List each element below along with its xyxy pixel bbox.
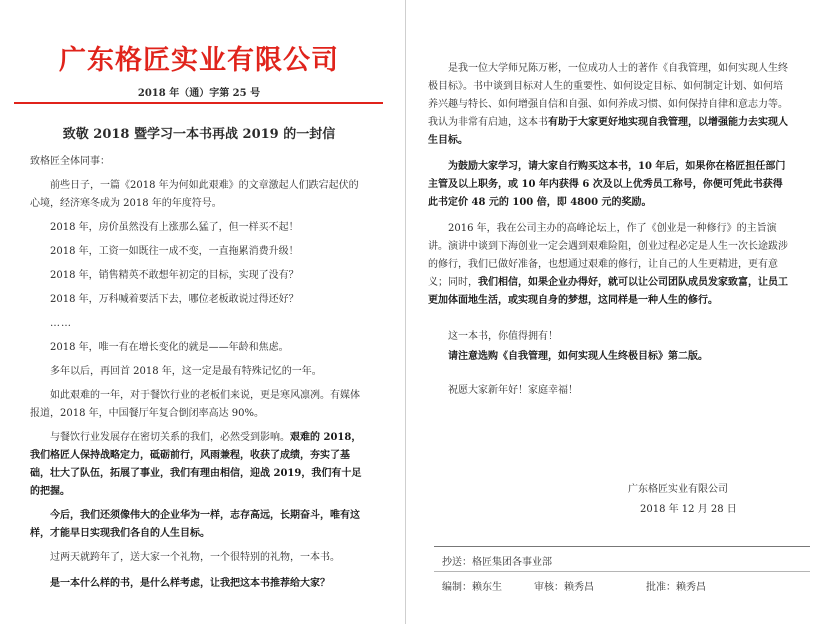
- compiler: 编制：赖东生: [442, 582, 502, 593]
- paragraph-text: 是我一位大学师兄陈万彬，一位成功人士的著作《自我管理，如何实现人生终极目标》。书中谈到目标对人生的重要性、如何设定目标、如何制定计划、如何培养兴趣与特长、如何增强自信和自强、如何养成习惯、如何保持自律和意志力等。我认为非常有启迪，这本书: [428, 63, 788, 128]
- salutation: 致格匠全体同事：: [30, 156, 110, 167]
- reviewer: 审核：赖秀昌: [534, 582, 594, 593]
- paragraph: [428, 220, 788, 310]
- signature-date: 2018 年 12 月 28 日: [640, 504, 737, 515]
- cc-line: 抄送：格匠集团各事业部: [442, 557, 552, 568]
- signature-company: 广东格匠实业有限公司: [628, 484, 728, 495]
- paragraph: [30, 429, 368, 501]
- paragraph-text: 与餐饮行业发展存在密切关系的我们，必然受到影响。: [50, 432, 290, 443]
- paragraph: 过两天就跨年了，送大家一个礼物，一个很特别的礼物，一本书。: [50, 552, 340, 563]
- paragraph: 2018 年，房价虽然没有上涨那么猛了，但一样买不起！: [50, 222, 299, 233]
- paragraph: 如此艰难的一年，对于餐饮行业的老板们来说，更是寒风凛冽。有媒体报道，2018 年，中国餐厅年复合倒闭率高达 90%。: [30, 390, 360, 419]
- footer-divider: [434, 571, 810, 572]
- letter-title: 致敬 2018 暨学习一本书再战 2019 的一封信: [62, 127, 336, 142]
- red-divider: [14, 102, 383, 104]
- letter-body-right: [428, 60, 788, 408]
- signature-block: [628, 480, 737, 520]
- approval-line: [442, 578, 706, 593]
- paragraph: 2018 年，工资一如既往一成不变，一直拖累消费升级！: [50, 246, 299, 257]
- paragraph-emphasis: 今后，我们还须像伟大的企业华为一样，志存高远，长期奋斗，唯有这样，才能早日实现我们各自的人生目标。: [30, 510, 360, 539]
- paragraph-emphasis: 请注意选购《自我管理，如何实现人生终极目标》第二版。: [448, 351, 708, 362]
- paragraph: 2018 年，万科喊着要活下去，哪位老板敢说过得还好？: [50, 294, 299, 305]
- closing-line: 这一本书，你值得拥有！: [448, 331, 558, 342]
- letter-body-left: [30, 153, 368, 599]
- paragraph: 2018 年，销售精英不敢想年初定的目标，实现了没有？: [50, 270, 299, 281]
- paragraph-emphasis: 有助于大家更好地实现自我管理，以增强能力去实现人生目标。: [428, 117, 788, 146]
- paragraph-emphasis: 我们相信，如果企业办得好，就可以让公司团队成员发家致富，让员工更加体面地生活，或实现自身的梦想，这同样是一种人生的修行。: [428, 277, 788, 306]
- right-page: [414, 0, 818, 624]
- paragraph-emphasis: 艰难的 2018，我们格匠人保持战略定力，砥砺前行，风雨兼程，收获了成绩，夯实了基础，壮大了队伍，拓展了事业，我们有理由相信，迎战 2019，我们有十足的把握。: [30, 432, 362, 497]
- paragraph-text: 2016 年，我在公司主办的高峰论坛上，作了《创业是一种修行》的主旨演讲。演讲中谈到下海创业一定会遇到艰难险阻，创业过程必定是人生一次长途跋涉的修行，我们已做好准备，也想通过艰难的修行，让自己的人生更精进，更有意义；同时，: [428, 223, 788, 288]
- document-number: 2018 年（通）字第 25 号: [137, 88, 261, 99]
- paragraph: [30, 575, 368, 593]
- paragraph: 2018 年，唯一有在增长变化的就是——年龄和焦虑。: [50, 342, 289, 353]
- approver: 批准：赖秀昌: [646, 582, 706, 593]
- ellipsis: ……: [50, 318, 72, 329]
- new-year-wish: 祝愿大家新年好！家庭幸福！: [448, 385, 578, 396]
- paragraph: 前些日子，一篇《2018 年为何如此艰难》的文章激起人们跌宕起伏的心境，经济寒冬成为 2018 年的年度符号。: [30, 180, 359, 209]
- paragraph: 多年以后，再回首 2018 年，这一定是最有特殊记忆的一年。: [50, 366, 322, 377]
- footer-divider: [434, 546, 810, 547]
- closing-line: [428, 348, 788, 366]
- paragraph: [428, 158, 788, 212]
- paragraph: [30, 507, 368, 543]
- page-divider: [405, 0, 406, 624]
- paragraph-emphasis: 为鼓励大家学习，请大家自行购买这本书，10 年后，如果你在格匠担任部门主管及以上职务，或 10 年内获得 6 次及以上优秀员工称号，你便可凭此书获得此书定价 48 元的 100 倍，即 4800 元的奖励。: [428, 161, 786, 208]
- company-title: 广东格匠实业有限公司: [59, 45, 339, 76]
- left-page: [0, 0, 398, 624]
- paragraph-emphasis: 是一本什么样的书，是什么样考虑，让我把这本书推荐给大家？: [50, 578, 330, 589]
- paragraph: [428, 60, 788, 150]
